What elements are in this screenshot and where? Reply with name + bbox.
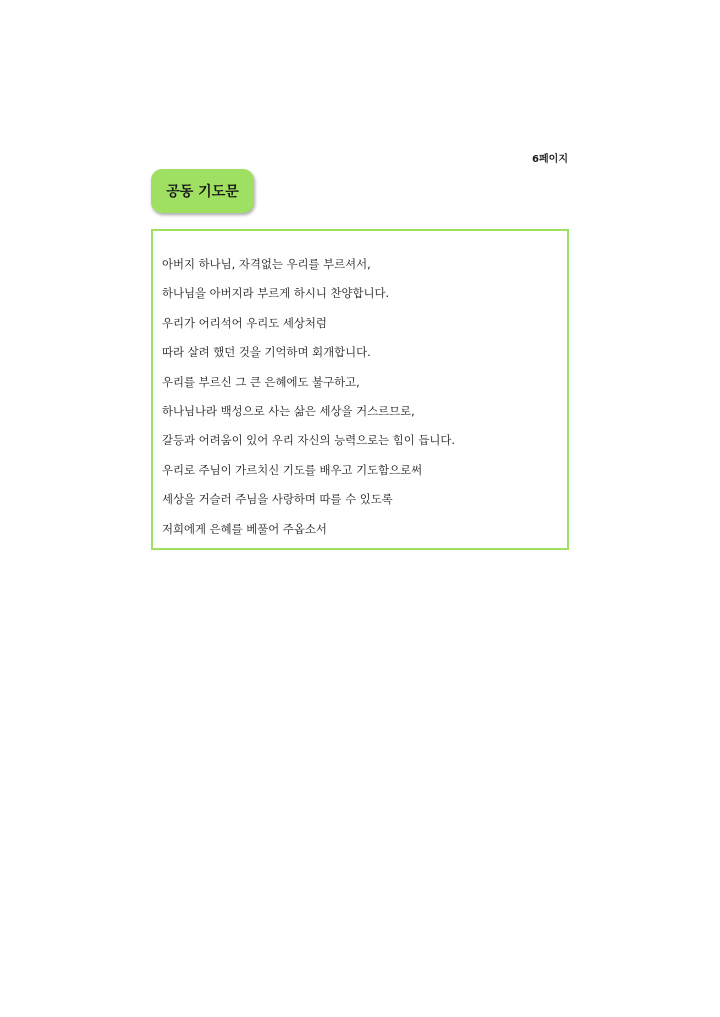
prayer-line: 우리가 어리석어 우리도 세상처럼 xyxy=(162,315,327,330)
prayer-text-box xyxy=(151,229,569,550)
prayer-title: 공동 기도문 xyxy=(166,184,239,200)
prayer-line: 저희에게 은혜를 베풀어 주옵소서 xyxy=(162,521,327,536)
page-number: 6페이지 xyxy=(532,154,568,165)
prayer-line: 아버지 하나님, 자격없는 우리를 부르셔서, xyxy=(162,257,371,271)
prayer-line: 세상을 거슬러 주님을 사랑하며 따를 수 있도록 xyxy=(162,492,393,507)
prayer-line: 갈등과 어려움이 있어 우리 자신의 능력으로는 힘이 듭니다. xyxy=(162,433,456,448)
prayer-title-badge xyxy=(151,169,254,213)
prayer-line: 따라 살려 했던 것을 기억하며 회개합니다. xyxy=(162,345,371,360)
prayer-line: 하나님나라 백성으로 사는 삶은 세상을 거스르므로, xyxy=(162,404,415,419)
prayer-line: 우리로 주님이 가르치신 기도를 배우고 기도함으로써 xyxy=(162,462,423,477)
prayer-line: 하나님을 아버지라 부르게 하시니 찬양합니다. xyxy=(162,286,390,301)
prayer-line: 우리를 부르신 그 큰 은혜에도 불구하고, xyxy=(162,374,360,389)
